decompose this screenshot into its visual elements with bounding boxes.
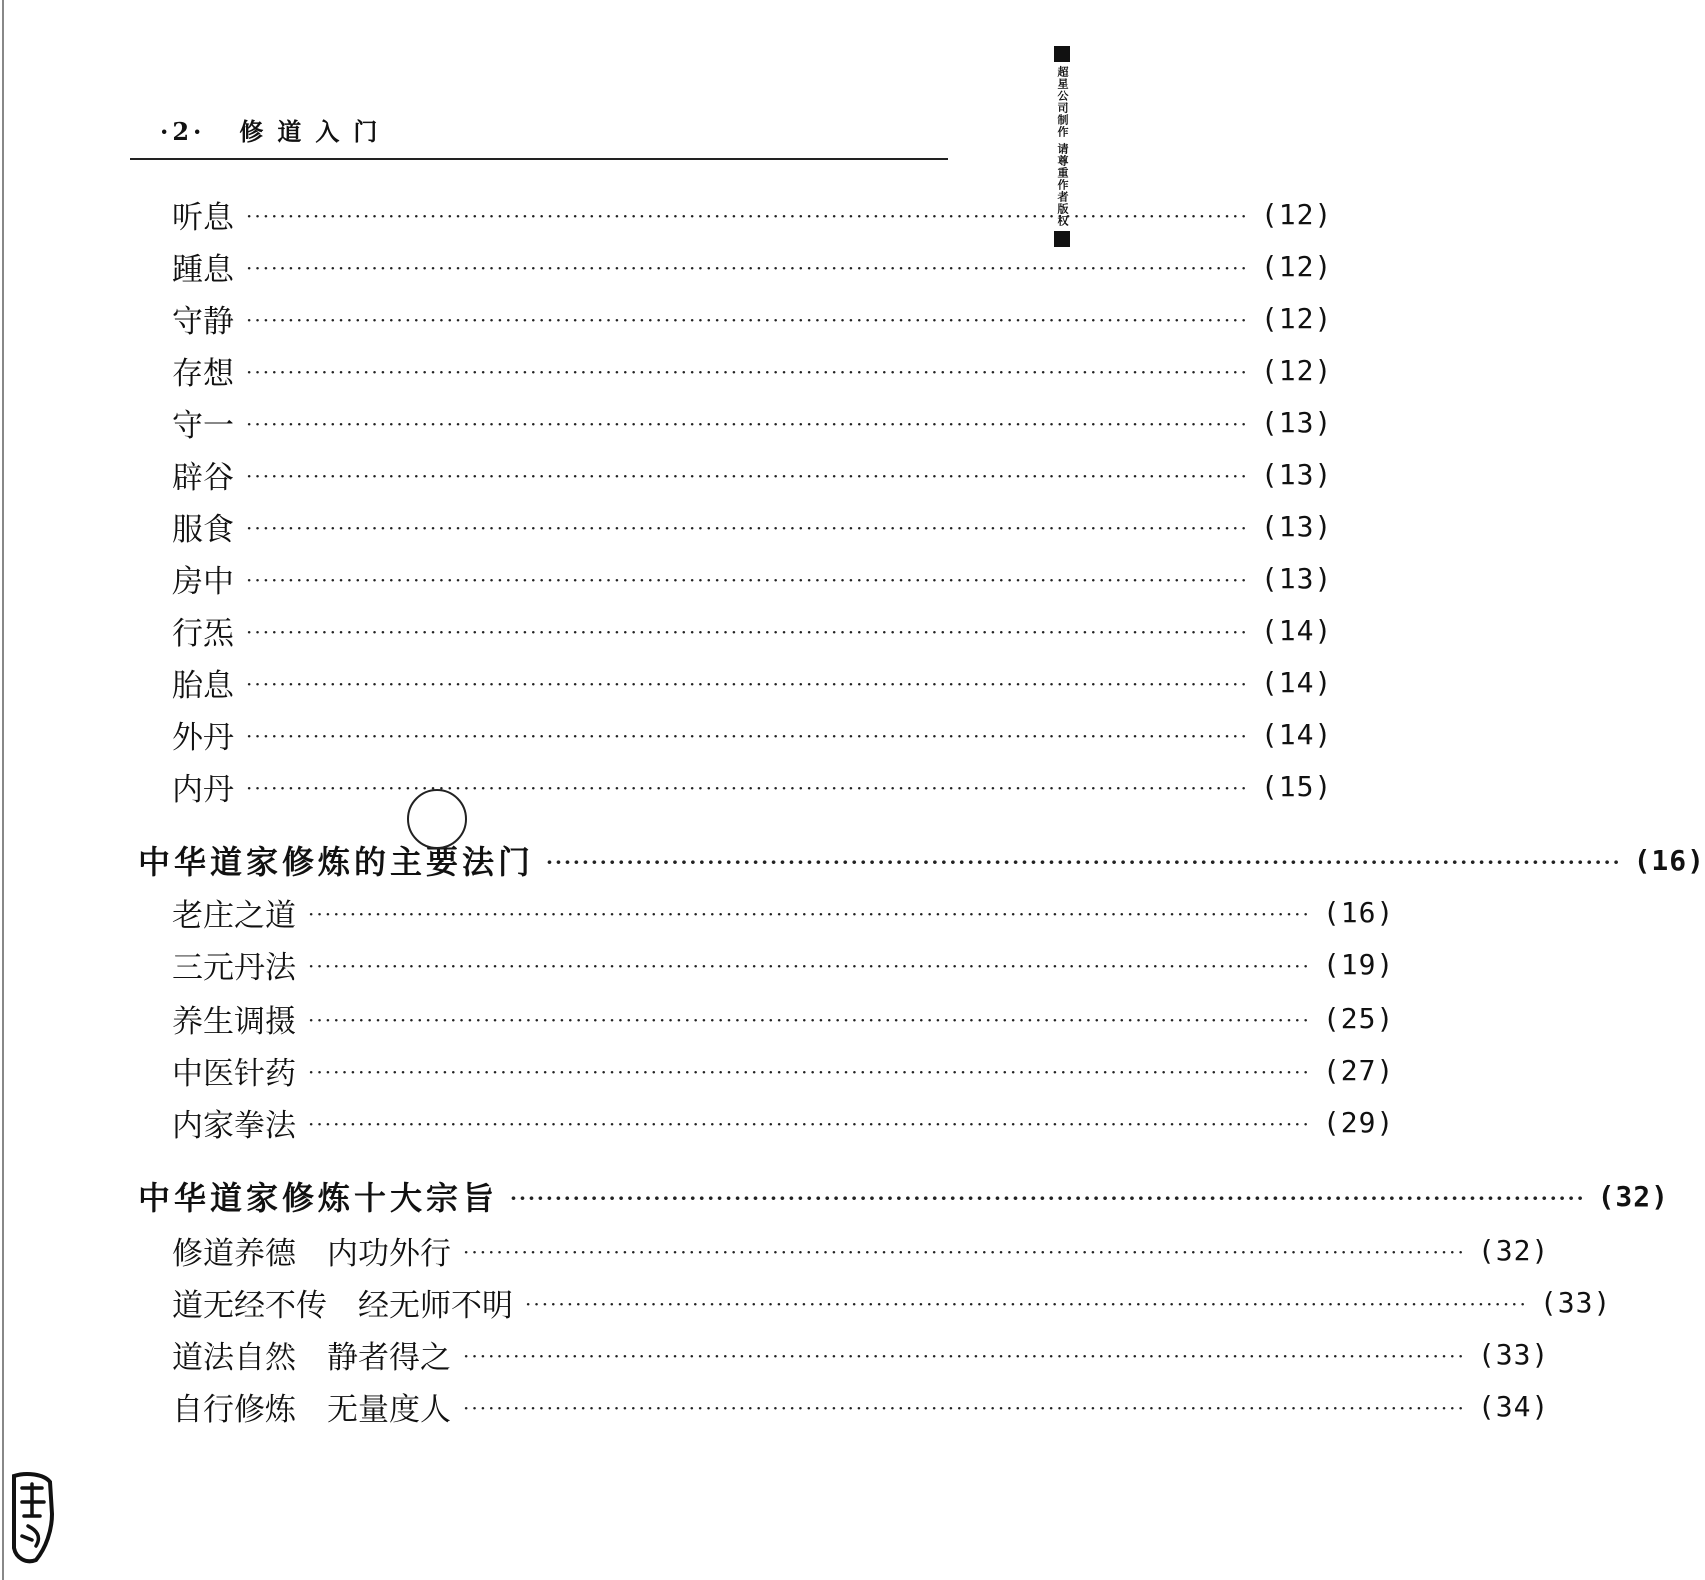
toc-entry-page: (32): [1477, 1233, 1550, 1267]
toc-entry[interactable]: [172, 608, 1333, 652]
toc-entry[interactable]: [172, 942, 1395, 986]
toc-entry-title: 中华道家修炼的主要法门: [138, 843, 535, 881]
toc-entry[interactable]: [172, 1384, 1550, 1428]
toc-entry-page: (12): [1260, 353, 1333, 387]
toc-entry-title: 房中: [172, 563, 234, 600]
leader-dots: ························································································································: [246, 776, 1249, 800]
toc-entry-page: (14): [1260, 717, 1333, 751]
toc-entry[interactable]: [172, 764, 1333, 808]
toc-entry-title: 行炁: [172, 615, 234, 652]
toc-entry-title: 修道养德 内功外行: [172, 1235, 451, 1272]
leader-dots: ························································································································: [308, 1008, 1311, 1032]
toc-entry-page: (13): [1260, 561, 1333, 595]
book-title: 修道入门: [239, 117, 392, 146]
toc-entry-page: (13): [1260, 457, 1333, 491]
toc-section-entry[interactable]: [138, 838, 1705, 882]
toc-entry-page: (13): [1260, 405, 1333, 439]
toc-entry-title: 内丹: [172, 771, 234, 808]
toc-entry-page: (33): [1477, 1337, 1550, 1371]
leader-dots: ························································································································: [308, 1112, 1311, 1136]
toc-entry-page: (32): [1597, 1179, 1669, 1213]
toc-entry-title: 守一: [172, 407, 234, 444]
toc-entry-page: (15): [1260, 769, 1333, 803]
circle-mark: [407, 789, 467, 849]
toc-entry-title: 三元丹法: [172, 949, 296, 986]
leader-dots: ························································································································: [246, 672, 1249, 696]
leader-dots: ························································································································: [546, 850, 1622, 874]
toc-entry-title: 存想: [172, 355, 234, 392]
toc-entry-page: (12): [1260, 249, 1333, 283]
leader-dots: ························································································································: [246, 308, 1249, 332]
toc-entry-title: 道法自然 静者得之: [172, 1339, 451, 1376]
leader-dots: ························································································································: [510, 1186, 1586, 1210]
toc-entry-page: (29): [1322, 1105, 1395, 1139]
leader-dots: ························································································································: [463, 1396, 1466, 1420]
toc-entry[interactable]: [172, 890, 1395, 934]
toc-entry[interactable]: [172, 660, 1333, 704]
toc-entry-title: 胎息: [172, 667, 234, 704]
toc-entry-page: (16): [1633, 843, 1705, 877]
toc-entry-page: (12): [1260, 301, 1333, 335]
leader-dots: ························································································································: [246, 464, 1249, 488]
copyright-stamp: [1052, 46, 1072, 262]
toc-entry[interactable]: [172, 556, 1333, 600]
seal-stamp: [6, 1470, 58, 1566]
toc-entry-page: (14): [1260, 665, 1333, 699]
leader-dots: ························································································································: [246, 256, 1249, 280]
toc-entry[interactable]: [172, 712, 1333, 756]
leader-dots: ························································································································: [246, 620, 1249, 644]
leader-dots: ························································································································: [463, 1344, 1466, 1368]
toc-entry[interactable]: [172, 504, 1333, 548]
toc-entry-title: 踵息: [172, 251, 234, 288]
toc-entry[interactable]: [172, 1228, 1550, 1272]
toc-entry-title: 自行修炼 无量度人: [172, 1391, 451, 1428]
page-number: ·2·: [160, 117, 206, 146]
toc-entry[interactable]: [172, 192, 1333, 236]
leader-dots: ························································································································: [308, 902, 1311, 926]
toc-entry[interactable]: [172, 348, 1333, 392]
toc-entry-page: (16): [1322, 895, 1395, 929]
toc-entry[interactable]: [172, 452, 1333, 496]
toc-entry-title: 内家拳法: [172, 1107, 296, 1144]
toc-entry-title: 外丹: [172, 719, 234, 756]
toc-entry-title: 老庄之道: [172, 897, 296, 934]
leader-dots: ························································································································: [463, 1240, 1466, 1264]
toc-entry-title: 道无经不传 经无师不明: [172, 1287, 513, 1324]
toc-entry-page: (13): [1260, 509, 1333, 543]
leader-dots: ························································································································: [246, 568, 1249, 592]
toc-entry[interactable]: [172, 996, 1395, 1040]
toc-entry[interactable]: [172, 244, 1333, 288]
toc-entry-title: 听息: [172, 199, 234, 236]
toc-entry-title: 养生调摄: [172, 1003, 296, 1040]
stamp-bar-top: [1054, 46, 1070, 62]
toc-entry-title: 辟谷: [172, 459, 234, 496]
leader-dots: ························································································································: [246, 204, 1249, 228]
stamp-bar-bottom: [1054, 231, 1070, 247]
toc-entry-page: (34): [1477, 1389, 1550, 1423]
leader-dots: ························································································································: [246, 724, 1249, 748]
toc-section-entry[interactable]: [138, 1174, 1669, 1218]
toc-entry-title: 服食: [172, 511, 234, 548]
toc-entry-page: (14): [1260, 613, 1333, 647]
leader-dots: ························································································································: [308, 954, 1311, 978]
toc-entry-title: 中医针药: [172, 1055, 296, 1092]
stamp-text: 超星公司制作 请尊重作者版权: [1056, 66, 1069, 227]
leader-dots: ························································································································: [246, 360, 1249, 384]
toc-entry[interactable]: [172, 296, 1333, 340]
toc-entry-page: (33): [1539, 1285, 1612, 1319]
toc-entry[interactable]: [172, 1048, 1395, 1092]
toc-entry-title: 守静: [172, 303, 234, 340]
toc-entry-page: (12): [1260, 197, 1333, 231]
toc-entry-page: (25): [1322, 1001, 1395, 1035]
leader-dots: ························································································································: [525, 1292, 1528, 1316]
toc-entry-page: (19): [1322, 947, 1395, 981]
toc-entry[interactable]: [172, 1100, 1395, 1144]
toc-entry[interactable]: [172, 1332, 1550, 1376]
toc-entry-title: 中华道家修炼十大宗旨: [138, 1179, 499, 1217]
toc-entry[interactable]: [172, 400, 1333, 444]
leader-dots: ························································································································: [308, 1060, 1311, 1084]
leader-dots: ························································································································: [246, 412, 1249, 436]
toc-entry-page: (27): [1322, 1053, 1395, 1087]
toc-entry[interactable]: [172, 1280, 1612, 1324]
leader-dots: ························································································································: [246, 516, 1249, 540]
